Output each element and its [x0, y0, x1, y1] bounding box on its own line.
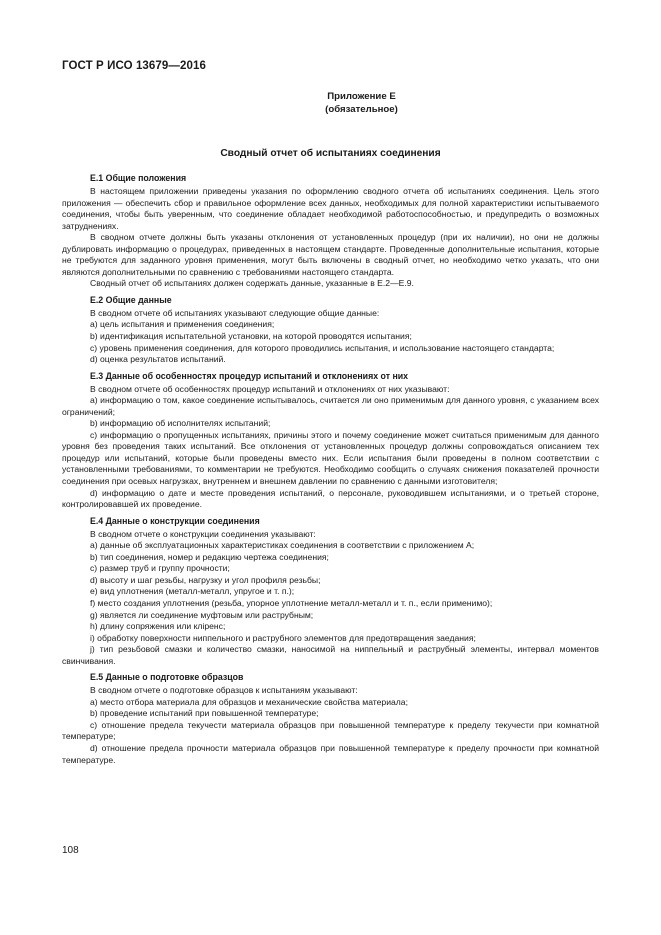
list-item: g) является ли соединение муфтовым или раструбным;: [90, 609, 314, 620]
list-item: d) информацию о дате и месте проведения испытаний, о персонале, руководившем испытаниями, и о третьей стороне, контролировавшей их проведение.: [62, 487, 599, 510]
list-item: f) место создания уплотнения (резьба, упорное уплотнение металл-металл и т. п., если применимо);: [90, 597, 493, 608]
section-heading: Е.4 Данные о конструкции соединения: [90, 515, 260, 526]
list-item: d) высоту и шаг резьбы, нагрузку и угол профиля резьбы;: [90, 574, 321, 585]
list-item: c) уровень применения соединения, для которого проводились испытания, и использование настоящего стандарта;: [90, 342, 555, 353]
list-item: b) информацию об исполнителях испытаний;: [90, 418, 271, 429]
list-item: c) размер труб и группу прочности;: [90, 563, 230, 574]
list-item: e) вид уплотнения (металл-металл, упругое и т. п.);: [90, 586, 295, 597]
document-code: ГОСТ Р ИСО 13679—2016: [62, 60, 207, 72]
paragraph: В сводном отчете об особенностях процедур испытаний и отклонениях от них указывают:: [90, 383, 450, 394]
list-item: b) идентификация испытательной установки, на которой проводятся испытания;: [90, 331, 412, 342]
list-item: h) длину сопряжения или кліренс;: [90, 621, 226, 632]
page-number: 108: [62, 845, 79, 856]
list-item: a) информацию о том, какое соединение испытывалось, считается ли оно применимым для данного уровня, с указанием всех ограничений;: [62, 395, 599, 417]
section-heading: Е.3 Данные об особенностях процедур испытаний и отклонениях от них: [90, 370, 409, 381]
annex-title: Приложение Е: [327, 91, 396, 102]
list-item: a) данные об эксплуатационных характеристиках соединения в соответствии с приложением А;: [90, 540, 475, 551]
annex-heading: [0, 90, 661, 116]
list-item: c) информацию о пропущенных испытаниях, причины этого и почему соединение может считаться применимым для данного уровня без проведения таких испытаний. Все отклонения от установленных процедур должны сопровождаться описанием тех процедур или испытаний, которые были проведены вместо них. Если испытания были проведены в полном соответствии с установленными требованиями, то комментарии не требуются. Необходимо сообщить о случаях снижения показателей прочности соединения при осевых нагрузках, внутреннем и внешнем давлении по сравнению с данными изготовителя;: [62, 429, 599, 487]
list-item: a) цель испытания и применения соединения;: [90, 319, 275, 330]
section-heading: Е.1 Общие положения: [90, 173, 187, 183]
paragraph: В сводном отчете о подготовке образцов к испытаниям указывают:: [90, 685, 358, 696]
document-body: [62, 172, 599, 766]
paragraph: Сводный отчет об испытаниях должен содержать данные, указанные в Е.2—Е.9.: [90, 278, 414, 289]
list-item: d) отношение предела прочности материала образцов при повышенной температуре к пределу прочности при комнатной температуре.: [62, 742, 599, 765]
paragraph: В сводном отчете о конструкции соединения указывают:: [90, 528, 316, 539]
list-item: c) отношение предела текучести материала образцов при повышенной температуре к пределу текучести при комнатной температуре;: [62, 719, 599, 742]
list-item: j) тип резьбовой смазки и количество смазки, наносимой на ниппельный и раструбный элементы, интервал моментов свинчивания.: [62, 644, 599, 666]
section-heading: Е.5 Данные о подготовке образцов: [90, 672, 244, 683]
paragraph: В сводном отчете об испытаниях указывают следующие общие данные:: [90, 307, 380, 318]
list-item: a) место отбора материала для образцов и механические свойства материала;: [90, 696, 408, 707]
page-title: Сводный отчет об испытаниях соединения: [220, 148, 441, 159]
list-item: d) оценка результатов испытаний.: [90, 354, 226, 365]
paragraph: В настоящем приложении приведены указания по оформлению сводного отчета об испытаниях соединения. Цель этого приложения — обеспечить сбор и правильное оформление всех данных, необходимых для полной характеристики испытываемого соединения, чтобы быть уверенным, что соединение обладает необходимой работоспособностью, и предупредить о возможных затруднениях.: [62, 186, 599, 231]
list-item: b) проведение испытаний при повышенной температуре;: [90, 708, 319, 719]
list-item: b) тип соединения, номер и редакцию чертежа соединения;: [90, 551, 329, 562]
annex-status: (обязательное): [325, 104, 398, 115]
paragraph: В сводном отчете должны быть указаны отклонения от установленных процедур (при их наличии), но они не должны дублировать информацию о процедурах, приведенных в настоящем стандарте. Проведенные дополнительные испытания, которые не требуются для заданного уровня применения, могут быть включены в сводный отчет, но необходимо четко указать, что они являются дополнительными по сравнению с требованиями настоящего стандарта.: [62, 232, 599, 277]
section-heading: Е.2 Общие данные: [90, 294, 172, 305]
list-item: i) обработку поверхности ниппельного и раструбного элементов для предотвращения заедания;: [90, 632, 476, 643]
